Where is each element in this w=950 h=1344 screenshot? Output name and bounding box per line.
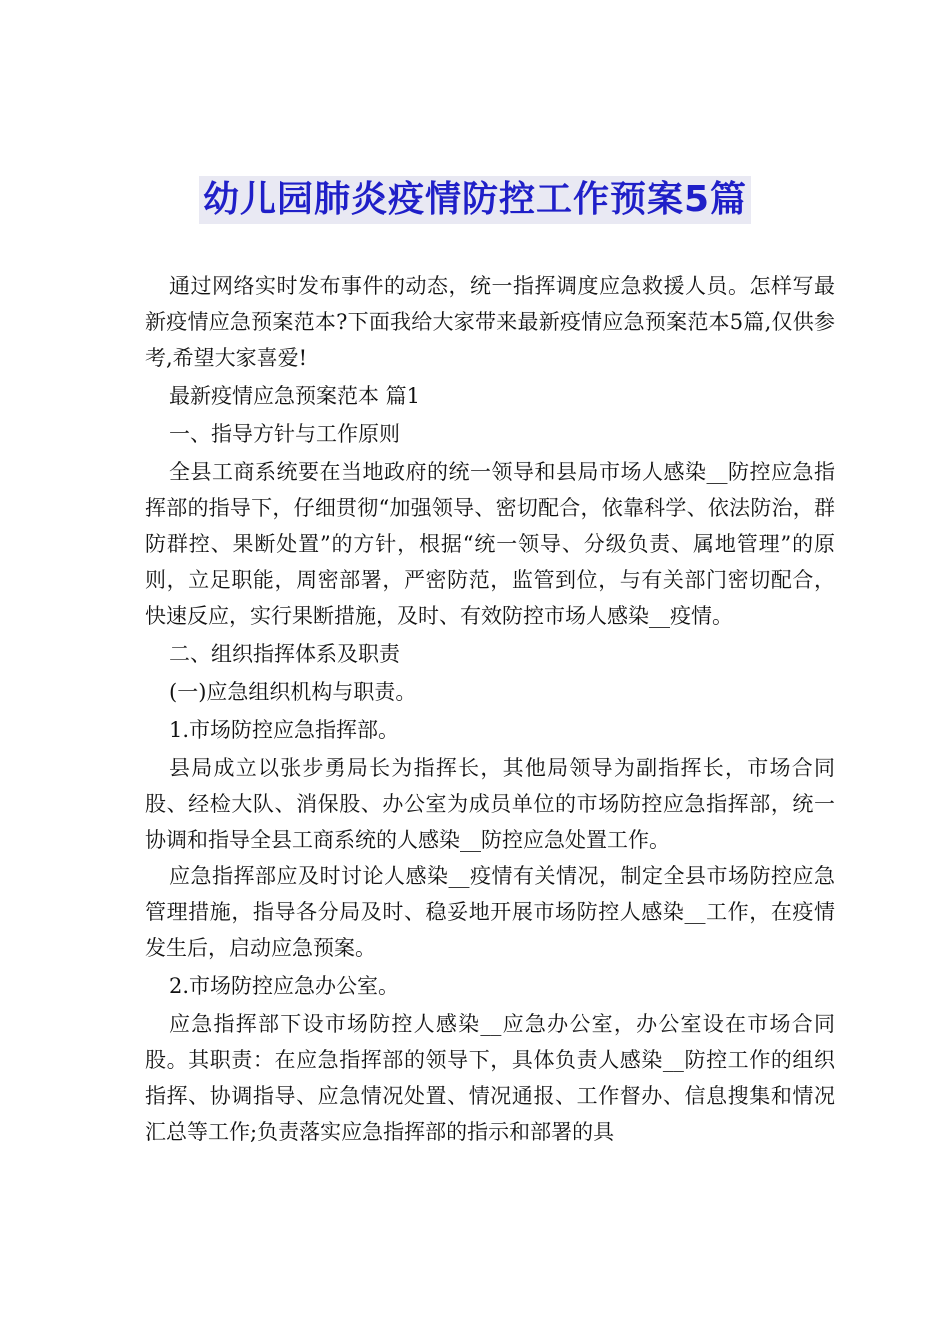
subheading-guidelines: 一、指导方针与工作原则: [169, 422, 400, 446]
paragraph-intro: 通过网络实时发布事件的动态，统一指挥调度应急救援人员。怎样写最新疫情应急预案范本?下面我给大家带来最新疫情应急预案范本5篇,仅供参考,希望大家喜爱!: [145, 274, 835, 370]
paragraph-guidelines: 全县工商系统要在当地政府的统一领导和县局市场人感染__防控应急指挥部的指导下，仔细贯彻“加强领导、密切配合，依靠科学、依法防治，群防群控、果断处置”的方针，根据“统一领导、分级负责、属地管理”的原则，立足职能，周密部署，严密防范，监管到位，与有关部门密切配合，快速反应，实行果断措施，及时、有效防控市场人感染__疫情。: [145, 460, 835, 628]
subheading-emergency-org: (一)应急组织机构与职责。: [169, 680, 417, 704]
section-heading: 最新疫情应急预案范本 篇1: [169, 384, 421, 408]
paragraph-command-duties: 应急指挥部应及时讨论人感染__疫情有关情况，制定全县市场防控应急管理措施，指导各分局及时、稳妥地开展市场防控人感染__工作，在疫情发生后，启动应急预案。: [145, 864, 835, 960]
subheading-organization: 二、组织指挥体系及职责: [169, 642, 400, 666]
paragraph-emergency-office: 应急指挥部下设市场防控人感染__应急办公室，办公室设在市场合同股。其职责：在应急指挥部的领导下，具体负责人感染__防控工作的组织指挥、协调指导、应急情况处置、情况通报、工作督办、信息搜集和情况汇总等工作;负责落实应急指挥部的指示和部署的具: [145, 1012, 835, 1144]
title-container: [0, 176, 950, 224]
subheading-command-center: 1.市场防控应急指挥部。: [169, 718, 400, 742]
subheading-emergency-office: 2.市场防控应急办公室。: [169, 974, 400, 998]
document-body: [145, 268, 835, 1150]
paragraph-command-center: 县局成立以张步勇局长为指挥长，其他局领导为副指挥长，市场合同股、经检大队、消保股、办公室为成员单位的市场防控应急指挥部，统一协调和指导全县工商系统的人感染__防控应急处置工作。: [145, 756, 835, 852]
document-title: 幼儿园肺炎疫情防控工作预案5篇: [199, 176, 751, 224]
